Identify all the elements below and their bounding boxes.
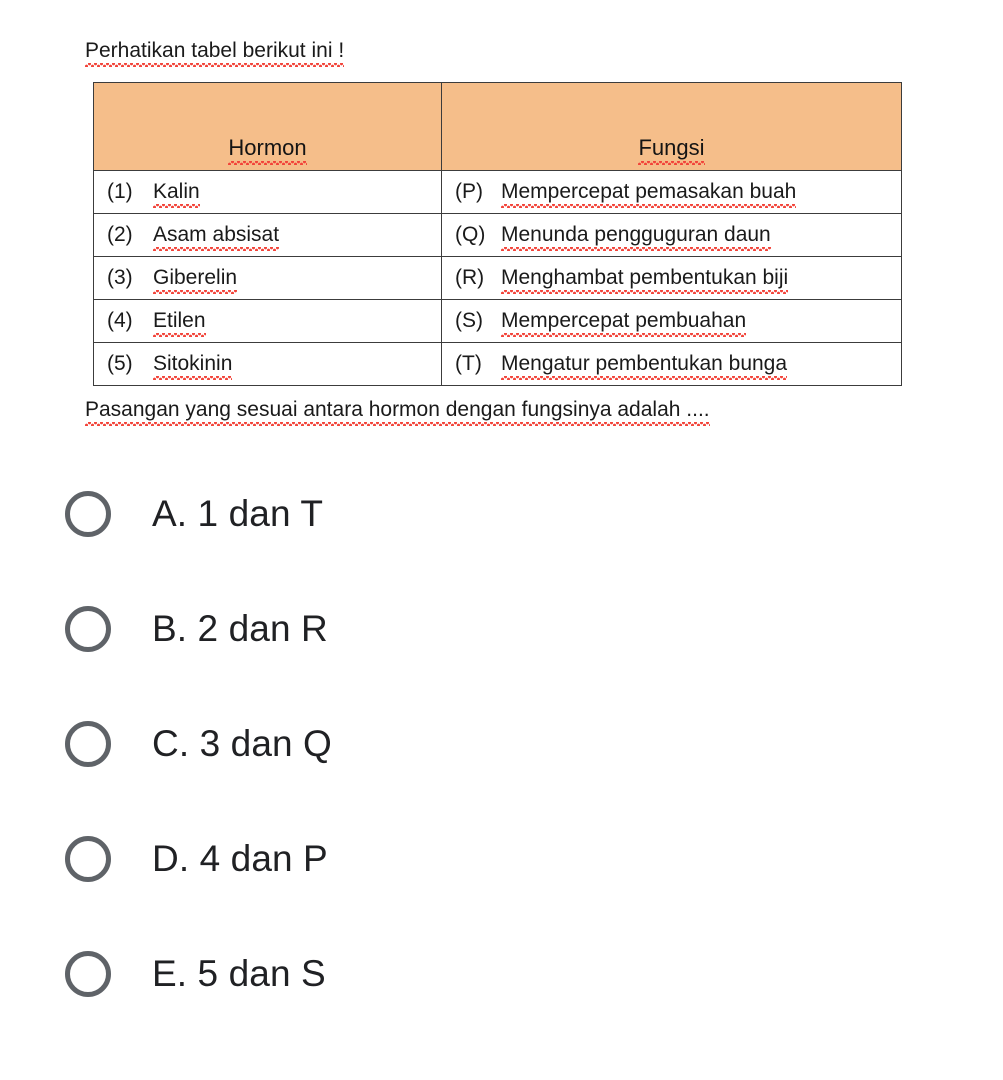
table-header-row [94, 83, 902, 171]
option-e[interactable] [0, 916, 1003, 1031]
function-tag: (T) [455, 351, 482, 375]
function-text: Mempercepat pemasakan buah [501, 179, 797, 203]
column-header-hormon-label: Hormon [228, 135, 307, 160]
radio-icon[interactable] [65, 606, 111, 652]
column-header-fungsi [442, 83, 902, 171]
hormone-cell [94, 171, 442, 214]
function-cell [442, 300, 902, 343]
option-b[interactable] [0, 571, 1003, 686]
function-cell [442, 171, 902, 214]
function-text: Mengatur pembentukan bunga [501, 351, 788, 375]
hormone-name: Asam absisat [153, 222, 280, 246]
hormone-cell [94, 343, 442, 386]
table-row [94, 214, 902, 257]
function-cell [442, 214, 902, 257]
radio-icon[interactable] [65, 721, 111, 767]
column-header-hormon [94, 83, 442, 171]
option-e-label: E. 5 dan S [152, 953, 326, 994]
intro-text [85, 38, 344, 63]
hormone-cell [94, 214, 442, 257]
table-row [94, 300, 902, 343]
hormone-tag: (2) [107, 222, 133, 246]
table-body [94, 171, 902, 386]
function-text: Menghambat pembentukan biji [501, 265, 789, 289]
function-tag: (Q) [455, 222, 486, 246]
option-c[interactable] [0, 686, 1003, 801]
option-a-label: A. 1 dan T [152, 493, 324, 534]
hormone-cell [94, 257, 442, 300]
radio-icon[interactable] [65, 491, 111, 537]
table-row [94, 343, 902, 386]
function-cell [442, 343, 902, 386]
hormone-tag: (5) [107, 351, 133, 375]
table-header [94, 83, 902, 171]
radio-icon[interactable] [65, 951, 111, 997]
closing-text [85, 397, 710, 422]
function-tag: (P) [455, 179, 483, 203]
hormone-name: Sitokinin [153, 351, 233, 375]
function-cell [442, 257, 902, 300]
hormone-cell [94, 300, 442, 343]
option-c-label: C. 3 dan Q [152, 723, 332, 764]
answer-options [0, 456, 1003, 1031]
function-tag: (S) [455, 308, 483, 332]
option-b-label: B. 2 dan R [152, 608, 328, 649]
hormone-name: Etilen [153, 308, 206, 332]
hormone-tag: (3) [107, 265, 133, 289]
hormone-function-table [93, 82, 902, 386]
table-row [94, 257, 902, 300]
radio-icon[interactable] [65, 836, 111, 882]
table-row [94, 171, 902, 214]
function-text: Mempercepat pembuahan [501, 308, 747, 332]
hormone-tag: (4) [107, 308, 133, 332]
closing-text-value: Pasangan yang sesuai antara hormon dengan fungsinya adalah .... [85, 398, 710, 421]
hormone-name: Giberelin [153, 265, 238, 289]
intro-text-value: Perhatikan tabel berikut ini ! [85, 39, 345, 62]
function-tag: (R) [455, 265, 485, 289]
column-header-fungsi-label: Fungsi [638, 135, 705, 160]
option-d-label: D. 4 dan P [152, 838, 328, 879]
hormone-name: Kalin [153, 179, 200, 203]
function-text: Menunda pengguguran daun [501, 222, 771, 246]
hormone-tag: (1) [107, 179, 133, 203]
option-d[interactable] [0, 801, 1003, 916]
option-a[interactable] [0, 456, 1003, 571]
